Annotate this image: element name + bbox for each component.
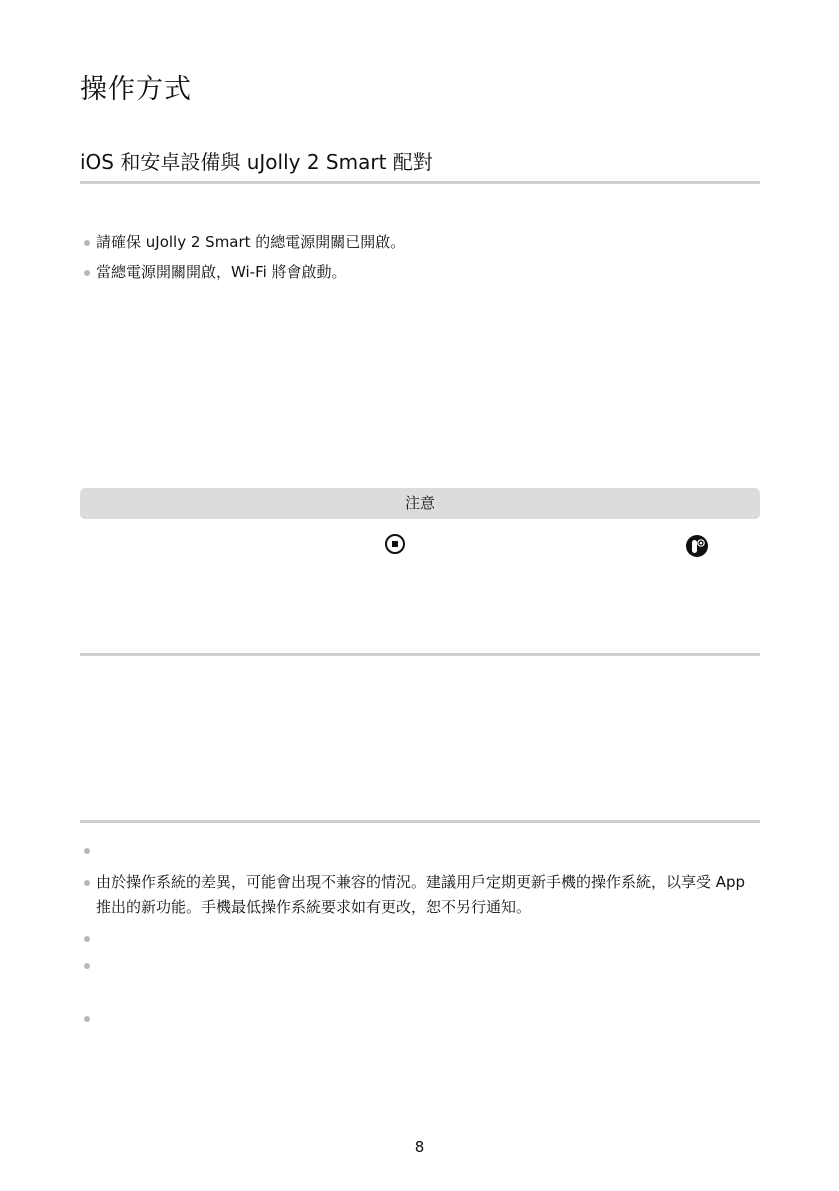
list-item	[80, 926, 770, 951]
list-item	[80, 953, 770, 978]
section-title: iOS 和安卓設備與 uJolly 2 Smart 配對	[80, 150, 433, 174]
page-title: 操作方式	[80, 74, 192, 105]
notices-list	[80, 838, 770, 1031]
list-item	[80, 838, 770, 863]
device-pairing-icon	[685, 534, 709, 558]
list-item: 由於操作系統的差異，可能會出現不兼容的情況。建議用戶定期更新手機的操作系統，以享受 App 推出的新功能。手機最低操作系統要求如有更改，恕不另行通知。	[80, 870, 764, 920]
list-item: 請確保 uJolly 2 Smart 的總電源開關已開啟。	[80, 230, 770, 255]
notices-divider	[80, 820, 760, 823]
pairing-steps-list	[80, 230, 770, 285]
list-item: 當總電源開關開啟，Wi-Fi 將會啟動。	[80, 260, 770, 285]
section-title-divider	[80, 181, 760, 184]
page-number: 8	[414, 1138, 425, 1156]
note-bottom-divider	[80, 653, 760, 656]
stop-button-icon	[385, 534, 405, 554]
list-item	[80, 1006, 770, 1031]
note-header: 注意	[80, 488, 760, 519]
